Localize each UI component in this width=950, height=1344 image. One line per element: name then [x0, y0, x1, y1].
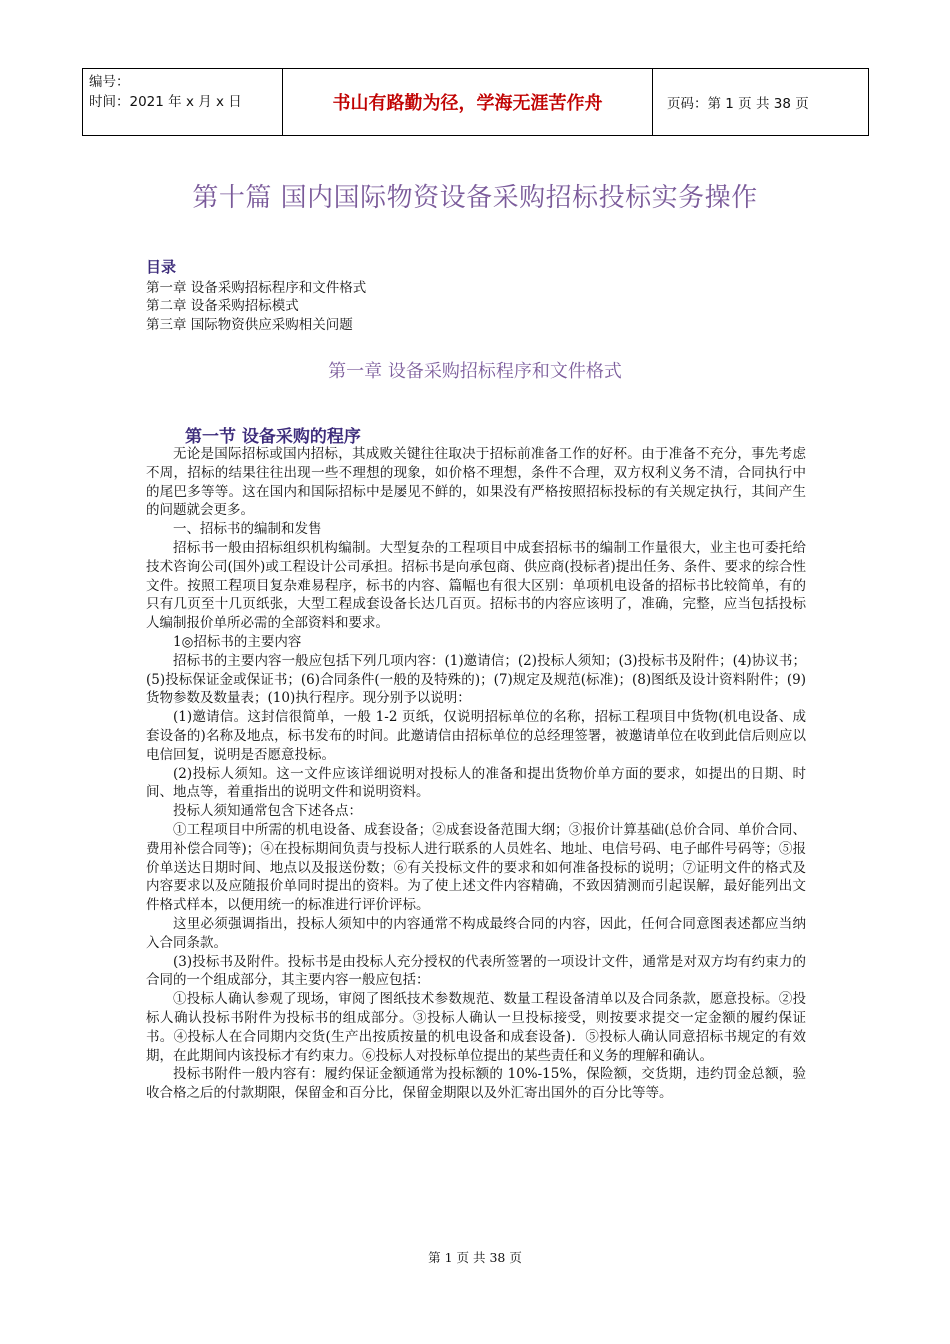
document-title: 第十篇 国内国际物资设备采购招标投标实务操作: [192, 183, 758, 213]
section-title: 第一节 设备采购的程序: [185, 427, 361, 447]
time-label: 时间：2021 年 x 月 x 日: [89, 94, 242, 110]
paragraph: (3)投标书及附件。投标书是由投标人充分授权的代表所签署的一项设计文件，通常是对双方均有约束力的合同的一个组成部分，其主要内容一般应包括：: [146, 953, 806, 989]
header-left-cell: [83, 69, 283, 135]
paragraph: ①投标人确认参观了现场，审阅了图纸技术参数规范、数量工程设备清单以及合同条款，愿意投标。②投标人确认投标书附件为投标书的组成部分。③投标人确认一旦投标接受，则按要求提交一定金额的履约保证书。④投标人在合同期内交货(生产出按质按量的机电设备和成套设备)．⑤投标人确认同意招标书规定的有效期，在此期间内该投标才有约束力。⑥投标人对投标单位提出的某些责任和义务的理解和确认。: [146, 991, 806, 1064]
paragraph: (1)邀请信。这封信很简单，一般 1-2 页纸，仅说明招标单位的名称，招标工程项目中货物(机电设备、成套设备的)名称及地点，标书发布的时间。此邀请信由招标单位的总经理签署，被邀请单位在收到此信后则应以电信回复，说明是否愿意投标。: [146, 709, 806, 763]
paragraph: ①工程项目中所需的机电设备、成套设备；②成套设备范围大纲；③报价计算基础(总价合同、单价合同、费用补偿合同等)；④在投标期间负责与投标人进行联系的人员姓名、地址、电信号码、电子邮件号码等；⑤报价单送达日期时间、地点以及报送份数；⑥有关投标文件的要求和如何准备投标的说明；⑦证明文件的格式及内容要求以及应随报价单同时提出的资料。为了使上述文件内容精确，不致因猜测而引起误解，最好能列出文件格式样本，以便用统一的标准进行评价评标。: [146, 821, 806, 914]
motto-text: 书山有路勤为径，学海无涯苦作舟: [332, 93, 603, 114]
header-table: [82, 68, 869, 136]
paragraph: 招标书一般由招标组织机构编制。大型复杂的工程项目中成套招标书的编制工作量很大，业主也可委托给技术咨询公司(国外)或工程设计公司承担。招标书是向承包商、供应商(投标者)提出任务、条件、要求的综合性文件。按照工程项目复杂难易程序，标书的内容、篇幅也有很大区别：单项机电设备的招标书比较简单，有的只有几页至十几页纸张，大型工程成套设备长达几百页。招标书的内容应该明了，准确，完整，应当包括投标人编制报价单所必需的全部资料和要求。: [146, 539, 806, 632]
paragraph: 无论是国际招标或国内招标，其成败关键往往取决于招标前准备工作的好杯。由于准备不充分，事先考虑不周，招标的结果往往出现一些不理想的现象，如价格不理想，条件不合理，双方权利义务不清，合同执行中的尾巴多等等。这在国内和国际招标中是屡见不鲜的，如果没有严格按照招标投标的有关规定执行，其间产生的问题就会更多。: [146, 446, 806, 519]
page-info-cell: [653, 69, 868, 135]
paragraph: 投标书附件一般内容有：履约保证金额通常为投标额的 10%-15%，保险额，交货期，违约罚金总额，验收合格之后的付款期限，保留金和百分比，保留金期限以及外汇寄出国外的百分比等等。: [146, 1066, 806, 1102]
paragraph: 投标人须知通常包含下述各点：: [173, 803, 362, 820]
toc-item: 第一章 设备采购招标程序和文件格式: [146, 279, 367, 296]
chapter-title: 第一章 设备采购招标程序和文件格式: [328, 361, 622, 382]
paragraph: 招标书的主要内容一般应包括下列几项内容：(1)邀请信；(2)投标人须知；(3)投标书及附件；(4)协议书；(5)投标保证金或保证书；(6)合同条件(一般的及特殊的)；(7)规定及规范(标准)；(8)图纸及设计资料附件；(9)货物参数及数量表；(10)执行程序。现分别予以说明：: [146, 652, 806, 707]
paragraph: 1◎招标书的主要内容: [173, 633, 302, 650]
id-label: 编号：: [89, 74, 130, 90]
toc-item: 第三章 国际物资供应采购相关问题: [146, 316, 353, 333]
toc-heading: 目录: [146, 258, 177, 276]
paragraph: 这里必须强调指出，投标人须知中的内容通常不构成最终合同的内容，因此，任何合同意图表述都应当纳入合同条款。: [146, 915, 806, 951]
table-of-contents: [146, 258, 366, 334]
body-text: [146, 445, 806, 1103]
toc-item: 第二章 设备采购招标模式: [146, 298, 299, 314]
motto-cell: [283, 69, 653, 135]
paragraph: 一、招标书的编制和发售: [173, 521, 322, 538]
page-footer: 第 1 页 共 38 页: [428, 1250, 522, 1265]
paragraph: (2)投标人须知。这一文件应该详细说明对投标人的准备和提出货物价单方面的要求，如提出的日期、时间、地点等，着重指出的说明文件和说明资料。: [146, 765, 806, 801]
page-info-text: 页码：第 1 页 共 38 页: [667, 96, 809, 112]
